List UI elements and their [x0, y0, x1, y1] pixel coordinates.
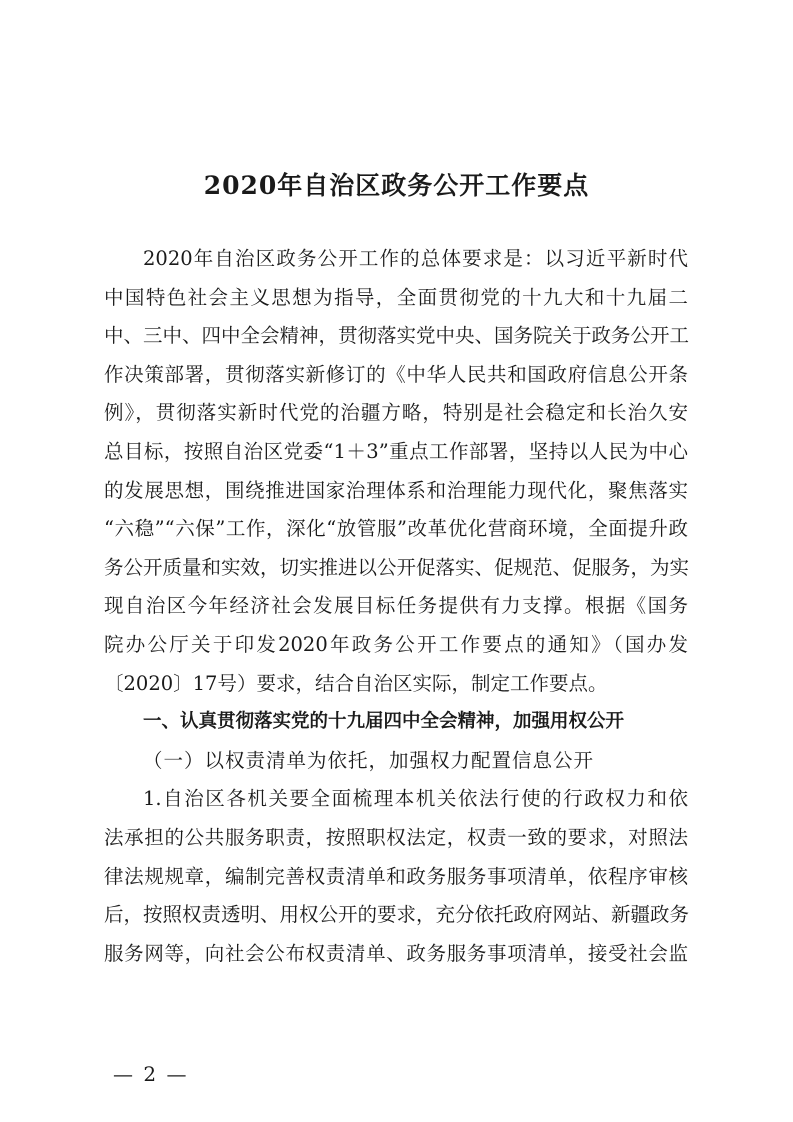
body-line: 中国特色社会主义思想为指导，全面贯彻党的十九大和十九届二	[104, 285, 688, 309]
subsection-heading: （一）以权责清单为依托，加强权力配置信息公开	[143, 748, 595, 772]
body-line: 例》，贯彻落实新时代党的治疆方略，特别是社会稳定和长治久安	[104, 401, 688, 425]
body-line: 总目标，按照自治区党委“1＋3”重点工作部署，坚持以人民为中心	[104, 439, 688, 463]
body-line: “六稳”“六保”工作，深化“放管服”改革优化营商环境，全面提升政	[104, 517, 688, 541]
body-line: 作决策部署，贯彻落实新修订的《中华人民共和国政府信息公开条	[104, 362, 688, 386]
page-number: — 2 —	[113, 1062, 189, 1086]
body-line: 现自治区今年经济社会发展目标任务提供有力支撑。根据《国务	[104, 594, 688, 618]
body-line: 的发展思想，围绕推进国家治理体系和治理能力现代化，聚焦落实	[104, 478, 688, 502]
body-line: 〔2020〕17号）要求，结合自治区实际，制定工作要点。	[104, 671, 608, 695]
body-line: 1.自治区各机关要全面梳理本机关依法行使的行政权力和依	[143, 787, 688, 811]
document-body	[104, 240, 688, 973]
body-line: 后，按照权责透明、用权公开的要求，充分依托政府网站、新疆政务	[104, 903, 690, 927]
section-heading: 一、认真贯彻落实党的十九届四中全会精神，加强用权公开	[143, 711, 625, 733]
body-line: 院办公厅关于印发2020年政务公开工作要点的通知》（国办发	[104, 632, 688, 656]
document-title: 2020年自治区政务公开工作要点	[203, 171, 590, 200]
body-line: 2020年自治区政务公开工作的总体要求是：以习近平新时代	[143, 247, 688, 270]
body-line: 务公开质量和实效，切实推进以公开促落实、促规范、促服务，为实	[104, 555, 690, 579]
body-line: 服务网等，向社会公布权责清单、政务服务事项清单，接受社会监	[104, 941, 688, 965]
body-line: 律法规规章，编制完善权责清单和政务服务事项清单，依程序审核	[104, 864, 688, 888]
body-line: 法承担的公共服务职责，按照职权法定，权责一致的要求，对照法	[104, 825, 688, 849]
body-line: 中、三中、四中全会精神，贯彻落实党中央、国务院关于政务公开工	[104, 324, 690, 348]
